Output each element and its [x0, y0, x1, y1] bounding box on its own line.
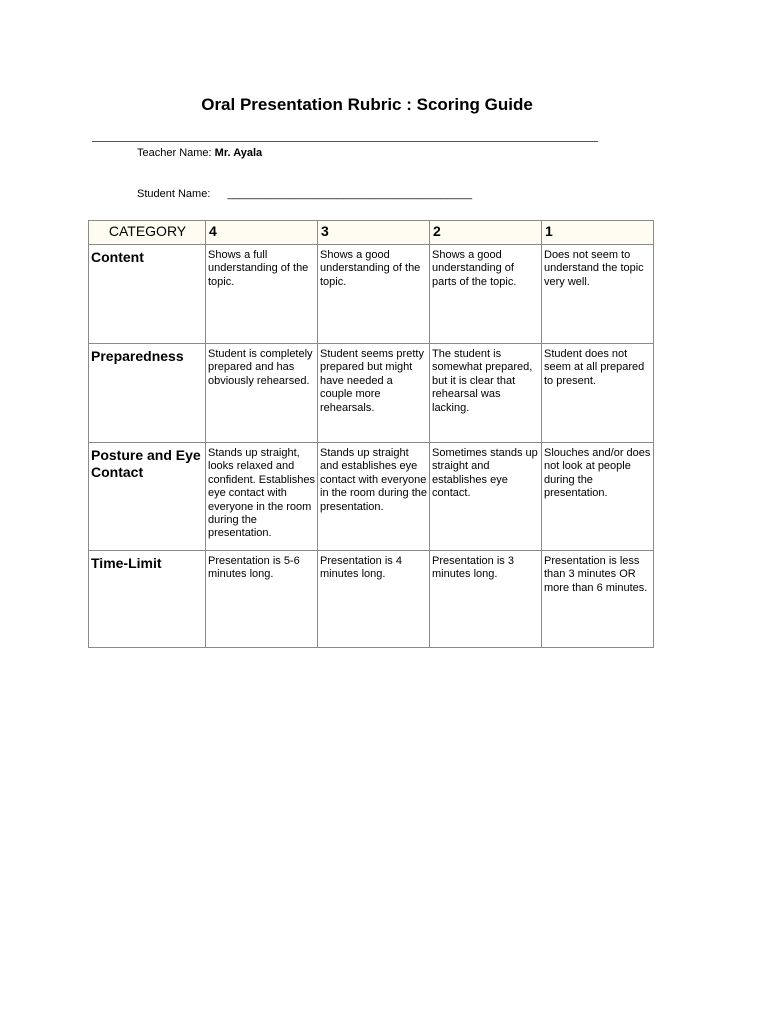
cell-text: Shows a good understanding of parts of the topic.	[432, 249, 517, 288]
cell-text: Student does not seem at all prepared to present.	[544, 348, 645, 387]
student-name-line	[137, 187, 472, 201]
score-cell	[206, 551, 318, 648]
teacher-name-line	[137, 146, 262, 160]
cell-text: Presentation is less than 3 minutes OR more than 6 minutes.	[544, 555, 648, 594]
cell-text: Student seems pretty prepared but might have needed a couple more rehearsals.	[320, 348, 424, 414]
cell-text: The student is somewhat prepared, but it is clear that rehearsal was lacking.	[432, 348, 533, 414]
score-cell	[542, 551, 654, 648]
score-cell	[430, 551, 542, 648]
score-cell	[430, 443, 542, 551]
score-cell	[318, 443, 430, 551]
cell-text: Sometimes stands up straight and establishes eye contact.	[432, 447, 538, 500]
cell-text: Does not seem to understand the topic very well.	[544, 249, 644, 288]
rubric-header-row	[89, 221, 654, 245]
cell-text: Presentation is 3 minutes long.	[432, 555, 514, 581]
cell-text: Presentation is 4 minutes long.	[320, 555, 402, 581]
score-cell	[206, 443, 318, 551]
rubric-table	[88, 220, 654, 648]
row-category-cell	[89, 344, 206, 443]
score-cell	[318, 245, 430, 344]
row-category-cell	[89, 245, 206, 344]
teacher-name-label: Teacher Name:	[137, 147, 212, 159]
row-category-label: Posture and Eye Contact	[91, 447, 201, 480]
score-cell	[206, 344, 318, 443]
table-row	[89, 551, 654, 648]
header-category: CATEGORY	[89, 221, 206, 245]
table-row	[89, 245, 654, 344]
score-cell	[318, 551, 430, 648]
teacher-name-value: Mr. Ayala	[214, 147, 263, 159]
score-cell	[430, 245, 542, 344]
cell-text: Shows a full understanding of the topic.	[208, 249, 309, 288]
header-level-3: 3	[318, 221, 430, 245]
score-cell	[542, 344, 654, 443]
cell-text: Stands up straight, looks relaxed and confident. Establishes eye contact with everyone in the room during the presentation.	[208, 447, 316, 540]
student-name-blank: ________________________________________	[227, 188, 473, 200]
student-name-label: Student Name:	[137, 188, 211, 200]
score-cell	[542, 245, 654, 344]
header-level-1: 1	[542, 221, 654, 245]
row-category-label: Time-Limit	[91, 555, 162, 571]
table-row	[89, 344, 654, 443]
cell-text: Stands up straight and establishes eye contact with everyone in the room during the presentation.	[320, 447, 428, 513]
row-category-label: Content	[91, 249, 144, 265]
score-cell	[206, 245, 318, 344]
score-cell	[542, 443, 654, 551]
title-divider	[92, 141, 598, 142]
header-level-2: 2	[430, 221, 542, 245]
score-cell	[318, 344, 430, 443]
cell-text: Student is completely prepared and has obviously rehearsed.	[208, 348, 313, 387]
cell-text: Presentation is 5-6 minutes long.	[208, 555, 300, 581]
score-cell	[430, 344, 542, 443]
row-category-cell	[89, 551, 206, 648]
page-title: Oral Presentation Rubric : Scoring Guide	[201, 95, 533, 114]
row-category-label: Preparedness	[91, 348, 184, 364]
header-level-4: 4	[206, 221, 318, 245]
cell-text: Shows a good understanding of the topic.	[320, 249, 421, 288]
table-row	[89, 443, 654, 551]
cell-text: Slouches and/or does not look at people during the presentation.	[544, 447, 651, 500]
row-category-cell	[89, 443, 206, 551]
